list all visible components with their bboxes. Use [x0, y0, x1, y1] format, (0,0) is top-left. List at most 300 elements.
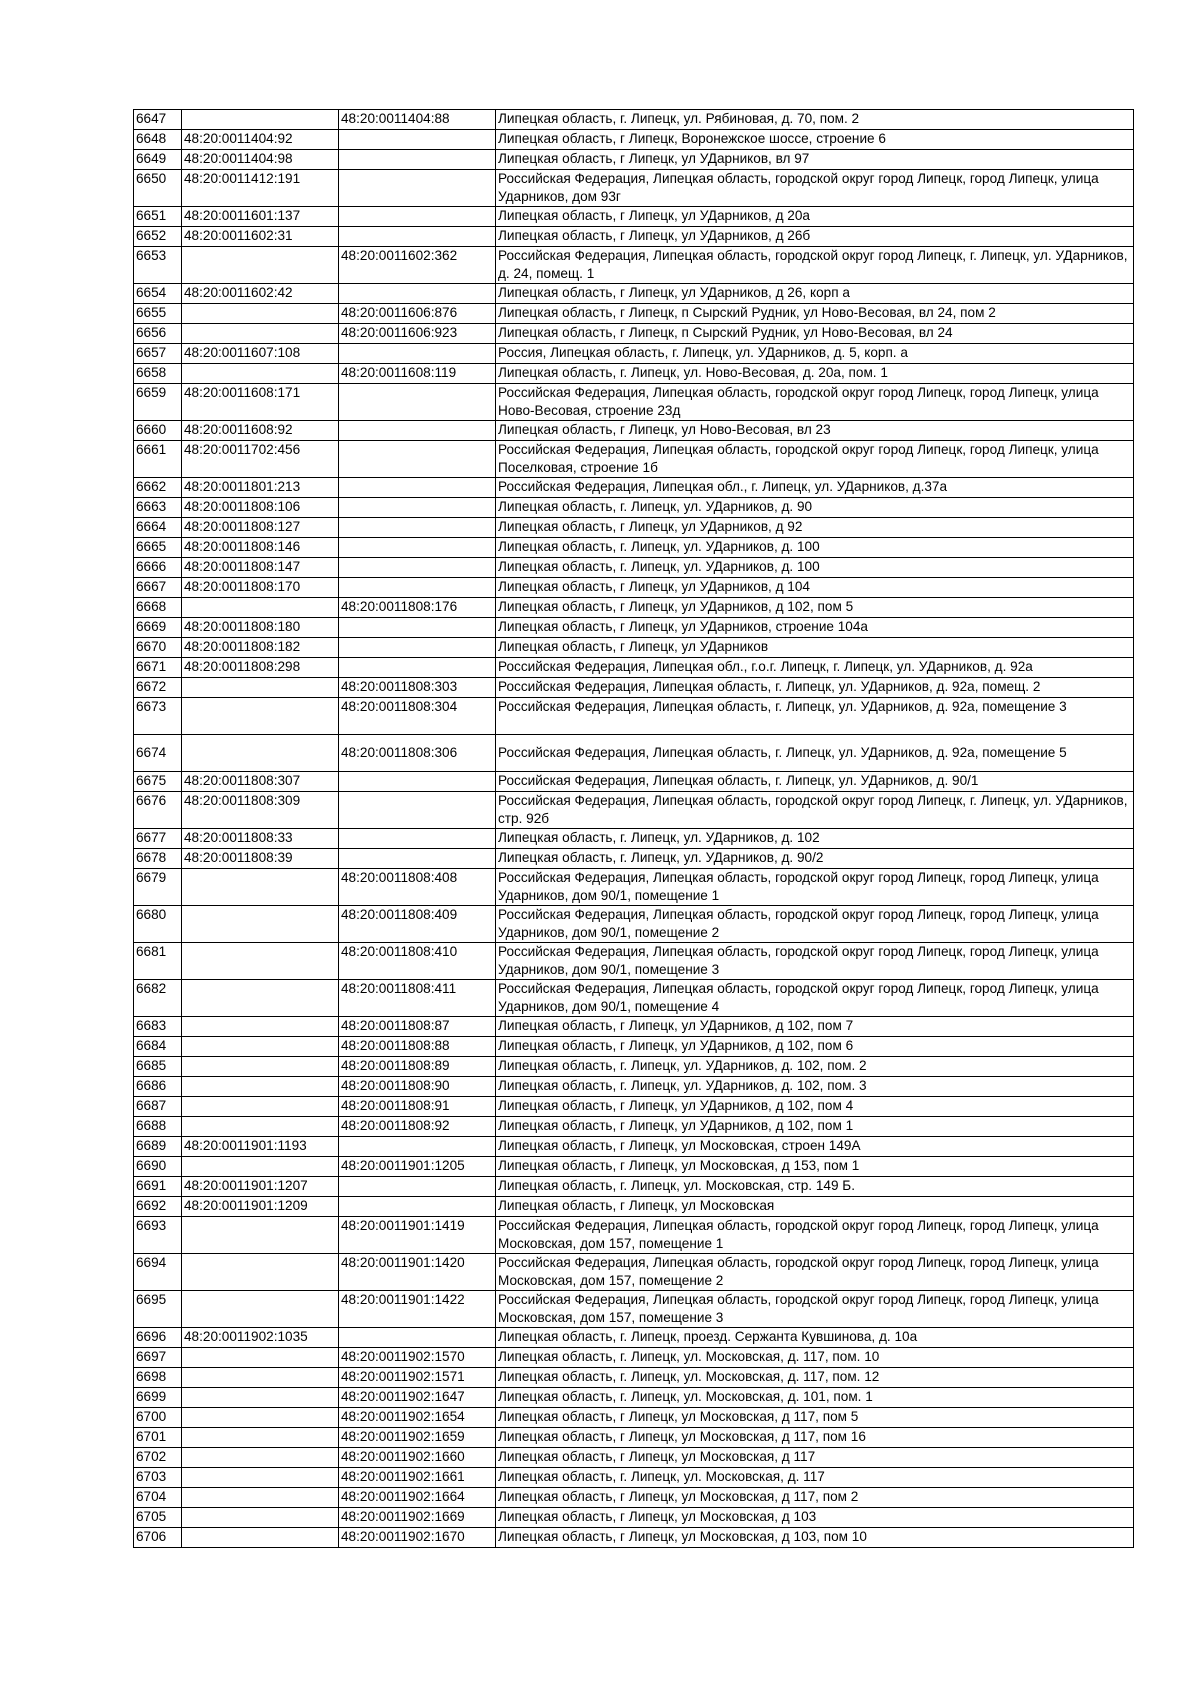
cadastral-number-cell — [182, 1408, 339, 1428]
premises-cadastral-number-cell — [339, 792, 496, 829]
table-row — [134, 735, 1134, 772]
row-number-cell: 6664 — [134, 518, 182, 538]
cadastral-number-cell — [182, 247, 339, 284]
address-cell: Липецкая область, г Липецк, ул Московская, д 117, пом 5 — [496, 1408, 1134, 1428]
cadastral-number-cell — [182, 1037, 339, 1057]
row-number-cell: 6670 — [134, 638, 182, 658]
address-cell: Липецкая область, г. Липецк, ул. УДарников, д. 102, пом. 3 — [496, 1077, 1134, 1097]
address-cell: Липецкая область, г. Липецк, ул. УДарников, д. 102 — [496, 829, 1134, 849]
row-number-cell: 6648 — [134, 130, 182, 150]
premises-cadastral-number-cell: 48:20:0011808:89 — [339, 1057, 496, 1077]
table-row — [134, 207, 1134, 227]
table-row — [134, 1408, 1134, 1428]
cadastral-number-cell — [182, 678, 339, 698]
table-row — [134, 558, 1134, 578]
address-cell: Липецкая область, г. Липецк, ул. УДарников, д. 90/2 — [496, 849, 1134, 869]
premises-cadastral-number-cell — [339, 421, 496, 441]
address-cell: Липецкая область, г Липецк, ул УДарников, д 26б — [496, 227, 1134, 247]
premises-cadastral-number-cell — [339, 518, 496, 538]
table-row — [134, 869, 1134, 906]
row-number-cell: 6690 — [134, 1157, 182, 1177]
row-number-cell: 6675 — [134, 772, 182, 792]
row-number-cell: 6691 — [134, 1177, 182, 1197]
premises-cadastral-number-cell: 48:20:0011901:1420 — [339, 1254, 496, 1291]
table-row — [134, 364, 1134, 384]
table-row — [134, 344, 1134, 364]
table-row — [134, 538, 1134, 558]
row-number-cell: 6705 — [134, 1508, 182, 1528]
table-row — [134, 1488, 1134, 1508]
premises-cadastral-number-cell — [339, 772, 496, 792]
premises-cadastral-number-cell: 48:20:0011902:1570 — [339, 1348, 496, 1368]
table-row — [134, 1328, 1134, 1348]
address-cell: Российская Федерация, Липецкая область, городской округ город Липецк, г. Липецк, ул. УДарников, стр. 92б — [496, 792, 1134, 829]
table-row — [134, 1388, 1134, 1408]
address-cell: Российская Федерация, Липецкая область, городской округ город Липецк, город Липецк, улица Ударников, дом 93г — [496, 170, 1134, 207]
premises-cadastral-number-cell: 48:20:0011606:923 — [339, 324, 496, 344]
cadastral-number-cell — [182, 1468, 339, 1488]
cadastral-number-cell: 48:20:0011808:180 — [182, 618, 339, 638]
premises-cadastral-number-cell: 48:20:0011901:1419 — [339, 1217, 496, 1254]
table-row — [134, 1117, 1134, 1137]
table-row — [134, 772, 1134, 792]
row-number-cell: 6683 — [134, 1017, 182, 1037]
table-row — [134, 170, 1134, 207]
table-row — [134, 150, 1134, 170]
row-number-cell: 6676 — [134, 792, 182, 829]
cadastral-number-cell — [182, 1117, 339, 1137]
premises-cadastral-number-cell — [339, 227, 496, 247]
cadastral-number-cell: 48:20:0011404:92 — [182, 130, 339, 150]
table-row — [134, 618, 1134, 638]
cadastral-number-cell — [182, 1254, 339, 1291]
row-number-cell: 6687 — [134, 1097, 182, 1117]
address-cell: Липецкая область, г Липецк, ул УДарников — [496, 638, 1134, 658]
cadastral-number-cell: 48:20:0011808:127 — [182, 518, 339, 538]
cadastral-number-cell — [182, 1157, 339, 1177]
cadastral-number-cell — [182, 110, 339, 130]
row-number-cell: 6704 — [134, 1488, 182, 1508]
premises-cadastral-number-cell: 48:20:0011808:408 — [339, 869, 496, 906]
address-cell: Российская Федерация, Липецкая область, городской округ город Липецк, город Липецк, улица Московская, дом 157, помещение 3 — [496, 1291, 1134, 1328]
cadastral-number-cell: 48:20:0011602:42 — [182, 284, 339, 304]
row-number-cell: 6699 — [134, 1388, 182, 1408]
address-cell: Липецкая область, г. Липецк, ул. УДарников, д. 100 — [496, 558, 1134, 578]
row-number-cell: 6695 — [134, 1291, 182, 1328]
registry-table — [133, 109, 1134, 1548]
table-row — [134, 578, 1134, 598]
address-cell: Российская Федерация, Липецкая область, городской округ город Липецк, город Липецк, улица Московская, дом 157, помещение 1 — [496, 1217, 1134, 1254]
premises-cadastral-number-cell: 48:20:0011404:88 — [339, 110, 496, 130]
cadastral-number-cell — [182, 1017, 339, 1037]
address-cell: Липецкая область, г. Липецк, проезд. Сержанта Кувшинова, д. 10а — [496, 1328, 1134, 1348]
premises-cadastral-number-cell — [339, 1197, 496, 1217]
row-number-cell: 6663 — [134, 498, 182, 518]
address-cell: Липецкая область, г. Липецк, ул. Московская, д. 117 — [496, 1468, 1134, 1488]
table-row — [134, 1097, 1134, 1117]
row-number-cell: 6689 — [134, 1137, 182, 1157]
premises-cadastral-number-cell: 48:20:0011808:410 — [339, 943, 496, 980]
row-number-cell: 6702 — [134, 1448, 182, 1468]
row-number-cell: 6653 — [134, 247, 182, 284]
premises-cadastral-number-cell: 48:20:0011902:1661 — [339, 1468, 496, 1488]
row-number-cell: 6688 — [134, 1117, 182, 1137]
address-cell: Липецкая область, г. Липецк, ул. Ново-Весовая, д. 20а, пом. 1 — [496, 364, 1134, 384]
premises-cadastral-number-cell: 48:20:0011606:876 — [339, 304, 496, 324]
address-cell: Российская Федерация, Липецкая область, г. Липецк, ул. УДарников, д. 92а, помещ. 2 — [496, 678, 1134, 698]
cadastral-number-cell: 48:20:0011808:146 — [182, 538, 339, 558]
table-row — [134, 638, 1134, 658]
table-row — [134, 1448, 1134, 1468]
address-cell: Россия, Липецкая область, г. Липецк, ул. УДарников, д. 5, корп. а — [496, 344, 1134, 364]
address-cell: Липецкая область, г Липецк, ул УДарников, д 92 — [496, 518, 1134, 538]
table-row — [134, 1057, 1134, 1077]
row-number-cell: 6672 — [134, 678, 182, 698]
cadastral-number-cell — [182, 906, 339, 943]
cadastral-number-cell — [182, 364, 339, 384]
table-row — [134, 1368, 1134, 1388]
table-row — [134, 324, 1134, 344]
table-row — [134, 1528, 1134, 1548]
address-cell: Липецкая область, г. Липецк, ул. Московская, д. 117, пом. 12 — [496, 1368, 1134, 1388]
address-cell: Липецкая область, г Липецк, п Сырский Рудник, ул Ново-Весовая, вл 24 — [496, 324, 1134, 344]
address-cell: Липецкая область, г Липецк, ул УДарников, строение 104а — [496, 618, 1134, 638]
cadastral-number-cell — [182, 1368, 339, 1388]
address-cell: Липецкая область, г Липецк, Воронежское шоссе, строение 6 — [496, 130, 1134, 150]
premises-cadastral-number-cell — [339, 1328, 496, 1348]
row-number-cell: 6685 — [134, 1057, 182, 1077]
premises-cadastral-number-cell — [339, 658, 496, 678]
cadastral-number-cell: 48:20:0011902:1035 — [182, 1328, 339, 1348]
table-row — [134, 1137, 1134, 1157]
premises-cadastral-number-cell — [339, 829, 496, 849]
cadastral-number-cell: 48:20:0011901:1207 — [182, 1177, 339, 1197]
premises-cadastral-number-cell: 48:20:0011808:90 — [339, 1077, 496, 1097]
premises-cadastral-number-cell: 48:20:0011808:176 — [339, 598, 496, 618]
cadastral-number-cell — [182, 1097, 339, 1117]
address-cell: Липецкая область, г Липецк, ул Московская, д 153, пом 1 — [496, 1157, 1134, 1177]
address-cell: Липецкая область, г Липецк, ул Московская, д 117 — [496, 1448, 1134, 1468]
cadastral-number-cell — [182, 304, 339, 324]
table-row — [134, 792, 1134, 829]
table-row — [134, 1508, 1134, 1528]
cadastral-number-cell — [182, 1488, 339, 1508]
premises-cadastral-number-cell — [339, 558, 496, 578]
premises-cadastral-number-cell: 48:20:0011602:362 — [339, 247, 496, 284]
cadastral-number-cell: 48:20:0011608:92 — [182, 421, 339, 441]
address-cell: Российская Федерация, Липецкая область, городской округ город Липецк, город Липецк, улица Ударников, дом 90/1, помещение 4 — [496, 980, 1134, 1017]
premises-cadastral-number-cell — [339, 498, 496, 518]
row-number-cell: 6667 — [134, 578, 182, 598]
address-cell: Липецкая область, г Липецк, ул УДарников, д 102, пом 6 — [496, 1037, 1134, 1057]
premises-cadastral-number-cell: 48:20:0011902:1669 — [339, 1508, 496, 1528]
address-cell: Российская Федерация, Липецкая обл., г. Липецк, ул. УДарников, д.37а — [496, 478, 1134, 498]
cadastral-number-cell: 48:20:0011808:298 — [182, 658, 339, 678]
row-number-cell: 6658 — [134, 364, 182, 384]
table-row — [134, 421, 1134, 441]
premises-cadastral-number-cell — [339, 384, 496, 421]
row-number-cell: 6671 — [134, 658, 182, 678]
table-row — [134, 1348, 1134, 1368]
premises-cadastral-number-cell — [339, 1137, 496, 1157]
cadastral-number-cell — [182, 1448, 339, 1468]
cadastral-number-cell — [182, 943, 339, 980]
cadastral-number-cell: 48:20:0011412:191 — [182, 170, 339, 207]
table-row — [134, 943, 1134, 980]
row-number-cell: 6701 — [134, 1428, 182, 1448]
cadastral-number-cell: 48:20:0011808:307 — [182, 772, 339, 792]
premises-cadastral-number-cell: 48:20:0011902:1670 — [339, 1528, 496, 1548]
address-cell: Липецкая область, г Липецк, п Сырский Рудник, ул Ново-Весовая, вл 24, пом 2 — [496, 304, 1134, 324]
table-row — [134, 384, 1134, 421]
table-row — [134, 1037, 1134, 1057]
row-number-cell: 6698 — [134, 1368, 182, 1388]
address-cell: Липецкая область, г Липецк, ул УДарников, д 102, пом 1 — [496, 1117, 1134, 1137]
premises-cadastral-number-cell: 48:20:0011808:92 — [339, 1117, 496, 1137]
table-row — [134, 906, 1134, 943]
address-cell: Липецкая область, г Липецк, ул Московская — [496, 1197, 1134, 1217]
address-cell: Липецкая область, г. Липецк, ул. Московская, стр. 149 Б. — [496, 1177, 1134, 1197]
row-number-cell: 6662 — [134, 478, 182, 498]
row-number-cell: 6694 — [134, 1254, 182, 1291]
table-row — [134, 829, 1134, 849]
row-number-cell: 6668 — [134, 598, 182, 618]
row-number-cell: 6678 — [134, 849, 182, 869]
cadastral-number-cell — [182, 698, 339, 735]
row-number-cell: 6665 — [134, 538, 182, 558]
premises-cadastral-number-cell — [339, 344, 496, 364]
cadastral-number-cell: 48:20:0011608:171 — [182, 384, 339, 421]
premises-cadastral-number-cell — [339, 538, 496, 558]
table-row — [134, 110, 1134, 130]
table-row — [134, 1291, 1134, 1328]
cadastral-number-cell — [182, 324, 339, 344]
table-row — [134, 598, 1134, 618]
cadastral-number-cell — [182, 598, 339, 618]
table-row — [134, 698, 1134, 735]
address-cell: Липецкая область, г. Липецк, ул. УДарников, д. 100 — [496, 538, 1134, 558]
premises-cadastral-number-cell — [339, 849, 496, 869]
premises-cadastral-number-cell: 48:20:0011901:1205 — [339, 1157, 496, 1177]
premises-cadastral-number-cell — [339, 130, 496, 150]
row-number-cell: 6682 — [134, 980, 182, 1017]
row-number-cell: 6655 — [134, 304, 182, 324]
cadastral-number-cell: 48:20:0011404:98 — [182, 150, 339, 170]
address-cell: Российская Федерация, Липецкая область, городской округ город Липецк, город Липецк, улица Ударников, дом 90/1, помещение 3 — [496, 943, 1134, 980]
table-row — [134, 849, 1134, 869]
address-cell: Липецкая область, г. Липецк, ул. Рябиновая, д. 70, пом. 2 — [496, 110, 1134, 130]
cadastral-number-cell — [182, 1057, 339, 1077]
address-cell: Российская Федерация, Липецкая область, г. Липецк, ул. УДарников, д. 92а, помещение 3 — [496, 698, 1134, 735]
cadastral-number-cell — [182, 1428, 339, 1448]
row-number-cell: 6659 — [134, 384, 182, 421]
cadastral-number-cell — [182, 1528, 339, 1548]
row-number-cell: 6650 — [134, 170, 182, 207]
address-cell: Липецкая область, г Липецк, ул Московская, строен 149А — [496, 1137, 1134, 1157]
cadastral-number-cell: 48:20:0011808:309 — [182, 792, 339, 829]
table-row — [134, 284, 1134, 304]
cadastral-number-cell: 48:20:0011601:137 — [182, 207, 339, 227]
address-cell: Липецкая область, г. Липецк, ул. УДарников, д. 102, пом. 2 — [496, 1057, 1134, 1077]
address-cell: Липецкая область, г Липецк, ул УДарников, вл 97 — [496, 150, 1134, 170]
address-cell: Липецкая область, г. Липецк, ул. Московская, д. 117, пом. 10 — [496, 1348, 1134, 1368]
row-number-cell: 6677 — [134, 829, 182, 849]
cadastral-number-cell: 48:20:0011801:213 — [182, 478, 339, 498]
address-cell: Липецкая область, г Липецк, ул Московская, д 117, пом 16 — [496, 1428, 1134, 1448]
table-row — [134, 1428, 1134, 1448]
premises-cadastral-number-cell: 48:20:0011902:1647 — [339, 1388, 496, 1408]
row-number-cell: 6692 — [134, 1197, 182, 1217]
address-cell: Российская Федерация, Липецкая область, городской округ город Липецк, город Липецк, улица Ударников, дом 90/1, помещение 2 — [496, 906, 1134, 943]
cadastral-number-cell: 48:20:0011901:1209 — [182, 1197, 339, 1217]
address-cell: Липецкая область, г Липецк, ул УДарников, д 104 — [496, 578, 1134, 598]
cadastral-number-cell — [182, 1508, 339, 1528]
premises-cadastral-number-cell — [339, 638, 496, 658]
premises-cadastral-number-cell: 48:20:0011808:303 — [339, 678, 496, 698]
table-row — [134, 304, 1134, 324]
premises-cadastral-number-cell: 48:20:0011902:1664 — [339, 1488, 496, 1508]
address-cell: Российская Федерация, Липецкая область, городской округ город Липецк, город Липецк, улица Московская, дом 157, помещение 2 — [496, 1254, 1134, 1291]
address-cell: Липецкая область, г Липецк, ул Ново-Весовая, вл 23 — [496, 421, 1134, 441]
row-number-cell: 6651 — [134, 207, 182, 227]
row-number-cell: 6666 — [134, 558, 182, 578]
cadastral-number-cell: 48:20:0011808:39 — [182, 849, 339, 869]
row-number-cell: 6679 — [134, 869, 182, 906]
premises-cadastral-number-cell: 48:20:0011902:1659 — [339, 1428, 496, 1448]
table-row — [134, 227, 1134, 247]
cadastral-number-cell — [182, 1388, 339, 1408]
address-cell: Липецкая область, г Липецк, ул УДарников, д 102, пом 5 — [496, 598, 1134, 618]
row-number-cell: 6673 — [134, 698, 182, 735]
cadastral-number-cell: 48:20:0011702:456 — [182, 441, 339, 478]
address-cell: Липецкая область, г Липецк, ул УДарников, д 20а — [496, 207, 1134, 227]
premises-cadastral-number-cell: 48:20:0011808:409 — [339, 906, 496, 943]
table-row — [134, 518, 1134, 538]
premises-cadastral-number-cell: 48:20:0011901:1422 — [339, 1291, 496, 1328]
row-number-cell: 6684 — [134, 1037, 182, 1057]
cadastral-number-cell — [182, 735, 339, 772]
row-number-cell: 6693 — [134, 1217, 182, 1254]
table-row — [134, 247, 1134, 284]
premises-cadastral-number-cell — [339, 1177, 496, 1197]
premises-cadastral-number-cell — [339, 207, 496, 227]
row-number-cell: 6647 — [134, 110, 182, 130]
address-cell: Российская Федерация, Липецкая область, г. Липецк, ул. УДарников, д. 92а, помещение 5 — [496, 735, 1134, 772]
premises-cadastral-number-cell: 48:20:0011808:91 — [339, 1097, 496, 1117]
table-row — [134, 658, 1134, 678]
table-row — [134, 1197, 1134, 1217]
address-cell: Российская Федерация, Липецкая область, городской округ город Липецк, г. Липецк, ул. УДарников, д. 24, помещ. 1 — [496, 247, 1134, 284]
row-number-cell: 6661 — [134, 441, 182, 478]
premises-cadastral-number-cell: 48:20:0011808:88 — [339, 1037, 496, 1057]
row-number-cell: 6703 — [134, 1468, 182, 1488]
table-row — [134, 1217, 1134, 1254]
premises-cadastral-number-cell — [339, 578, 496, 598]
premises-cadastral-number-cell: 48:20:0011808:87 — [339, 1017, 496, 1037]
cadastral-number-cell: 48:20:0011808:182 — [182, 638, 339, 658]
address-cell: Липецкая область, г. Липецк, ул. Московская, д. 101, пом. 1 — [496, 1388, 1134, 1408]
table-row — [134, 1254, 1134, 1291]
premises-cadastral-number-cell — [339, 170, 496, 207]
premises-cadastral-number-cell: 48:20:0011608:119 — [339, 364, 496, 384]
address-cell: Липецкая область, г Липецк, ул УДарников, д 102, пом 7 — [496, 1017, 1134, 1037]
cadastral-number-cell: 48:20:0011808:33 — [182, 829, 339, 849]
row-number-cell: 6652 — [134, 227, 182, 247]
table-row — [134, 1177, 1134, 1197]
premises-cadastral-number-cell — [339, 441, 496, 478]
table-row — [134, 1077, 1134, 1097]
address-cell: Липецкая область, г Липецк, ул Московская, д 103, пом 10 — [496, 1528, 1134, 1548]
premises-cadastral-number-cell — [339, 150, 496, 170]
table-row — [134, 678, 1134, 698]
row-number-cell: 6656 — [134, 324, 182, 344]
table-row — [134, 1468, 1134, 1488]
table-row — [134, 478, 1134, 498]
premises-cadastral-number-cell: 48:20:0011808:304 — [339, 698, 496, 735]
premises-cadastral-number-cell — [339, 618, 496, 638]
row-number-cell: 6681 — [134, 943, 182, 980]
premises-cadastral-number-cell: 48:20:0011808:306 — [339, 735, 496, 772]
row-number-cell: 6697 — [134, 1348, 182, 1368]
table-row — [134, 441, 1134, 478]
cadastral-number-cell: 48:20:0011607:108 — [182, 344, 339, 364]
premises-cadastral-number-cell: 48:20:0011808:411 — [339, 980, 496, 1017]
cadastral-number-cell: 48:20:0011602:31 — [182, 227, 339, 247]
table-row — [134, 1157, 1134, 1177]
cadastral-number-cell — [182, 1291, 339, 1328]
row-number-cell: 6686 — [134, 1077, 182, 1097]
cadastral-number-cell — [182, 1217, 339, 1254]
cadastral-number-cell: 48:20:0011808:147 — [182, 558, 339, 578]
premises-cadastral-number-cell — [339, 478, 496, 498]
row-number-cell: 6674 — [134, 735, 182, 772]
cadastral-number-cell: 48:20:0011808:106 — [182, 498, 339, 518]
row-number-cell: 6654 — [134, 284, 182, 304]
cadastral-number-cell — [182, 1348, 339, 1368]
address-cell: Российская Федерация, Липецкая область, городской округ город Липецк, город Липецк, улица Ново-Весовая, строение 23д — [496, 384, 1134, 421]
cadastral-number-cell — [182, 869, 339, 906]
row-number-cell: 6706 — [134, 1528, 182, 1548]
cadastral-number-cell: 48:20:0011808:170 — [182, 578, 339, 598]
cadastral-number-cell — [182, 1077, 339, 1097]
row-number-cell: 6669 — [134, 618, 182, 638]
address-cell: Российская Федерация, Липецкая обл., г.о.г. Липецк, г. Липецк, ул. УДарников, д. 92а — [496, 658, 1134, 678]
cadastral-number-cell — [182, 980, 339, 1017]
address-cell: Российская Федерация, Липецкая область, городской округ город Липецк, город Липецк, улица Поселковая, строение 1б — [496, 441, 1134, 478]
row-number-cell: 6657 — [134, 344, 182, 364]
row-number-cell: 6660 — [134, 421, 182, 441]
address-cell: Российская Федерация, Липецкая область, г. Липецк, ул. УДарников, д. 90/1 — [496, 772, 1134, 792]
premises-cadastral-number-cell: 48:20:0011902:1654 — [339, 1408, 496, 1428]
address-cell: Липецкая область, г. Липецк, ул. УДарников, д. 90 — [496, 498, 1134, 518]
registry-table-body — [134, 110, 1134, 1548]
premises-cadastral-number-cell: 48:20:0011902:1660 — [339, 1448, 496, 1468]
row-number-cell: 6649 — [134, 150, 182, 170]
address-cell: Липецкая область, г Липецк, ул УДарников, д 102, пом 4 — [496, 1097, 1134, 1117]
cadastral-number-cell: 48:20:0011901:1193 — [182, 1137, 339, 1157]
table-row — [134, 498, 1134, 518]
address-cell: Российская Федерация, Липецкая область, городской округ город Липецк, город Липецк, улица Ударников, дом 90/1, помещение 1 — [496, 869, 1134, 906]
row-number-cell: 6696 — [134, 1328, 182, 1348]
address-cell: Липецкая область, г Липецк, ул Московская, д 117, пом 2 — [496, 1488, 1134, 1508]
address-cell: Липецкая область, г Липецк, ул Московская, д 103 — [496, 1508, 1134, 1528]
address-cell: Липецкая область, г Липецк, ул УДарников, д 26, корп а — [496, 284, 1134, 304]
row-number-cell: 6680 — [134, 906, 182, 943]
row-number-cell: 6700 — [134, 1408, 182, 1428]
premises-cadastral-number-cell: 48:20:0011902:1571 — [339, 1368, 496, 1388]
table-row — [134, 1017, 1134, 1037]
premises-cadastral-number-cell — [339, 284, 496, 304]
